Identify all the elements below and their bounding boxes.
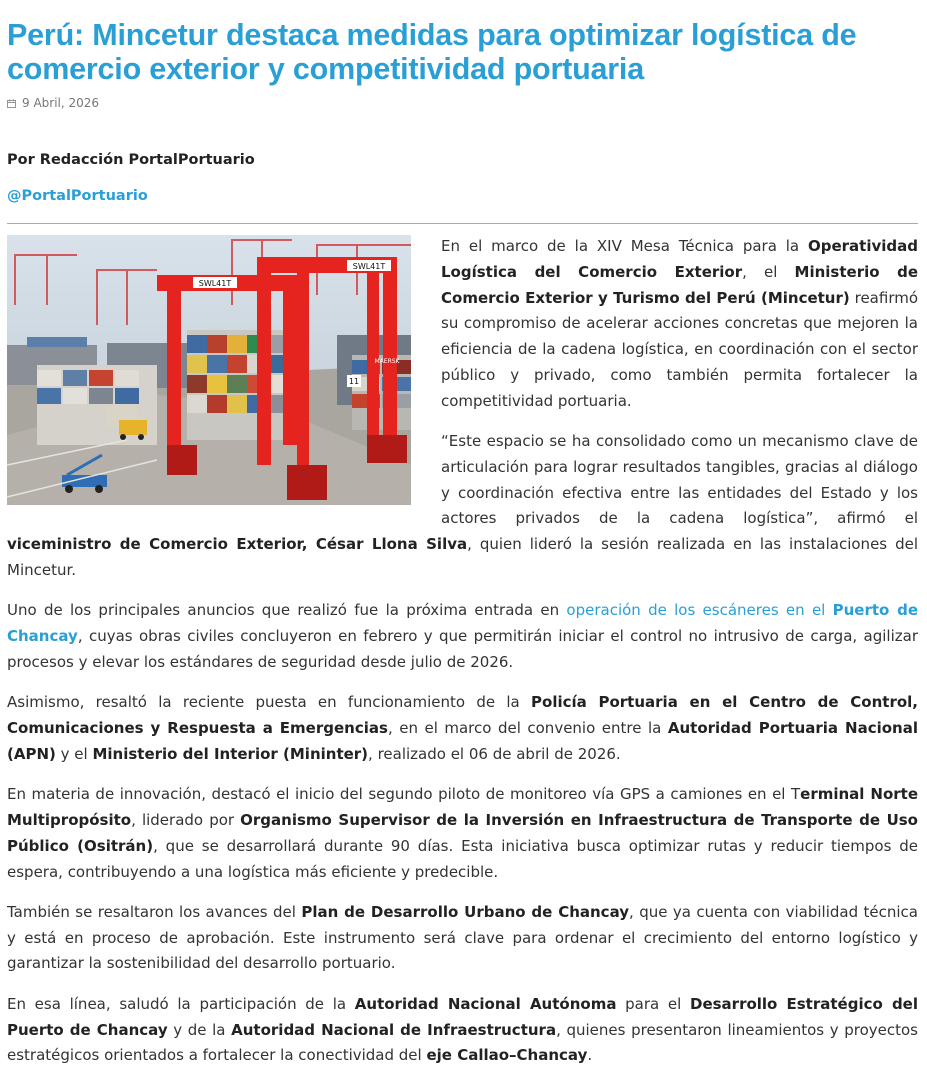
text-run: “Este espacio se ha consolidado como un mecanismo clave de articulación para lograr resultados tangibles, gracias al diálogo y coordinación efectiva entre las entidades del Estado y los actores privados de la cadena logística”, afirmó el xyxy=(441,432,918,528)
bold-text: Autoridad Portuaria Nacional (APN) xyxy=(7,719,918,763)
bold-text: erminal Norte Multipropósito xyxy=(7,785,918,829)
text-run: , cuyas obras civiles concluyeron en febrero y que permitirán iniciar el control no intrusivo de carga, agilizar procesos y elevar los estándares de seguridad desde julio de 2026. xyxy=(7,627,918,671)
bold-text: Ministerio del Interior (Mininter) xyxy=(92,744,369,763)
bold-text: Autoridad Nacional Autónoma xyxy=(354,994,617,1013)
bold-text: Policía Portuaria en el Centro de Control, Comunicaciones y Respuesta a Emergencias xyxy=(7,693,918,738)
text-run: reafirmó su compromiso de acelerar acciones concretas que mejoren la eficiencia de la cadena logística, en coordinación con el sector público y privado, como también permita fortalecer la competitividad portuaria. xyxy=(441,288,919,410)
text-run: En esa línea, saludó la participación de la xyxy=(7,994,355,1013)
bold-text: Ministerio de Comercio Exterior y Turismo del Perú (Mincetur) xyxy=(441,262,919,307)
article-paragraph xyxy=(7,782,918,885)
text-run: En materia de innovación, destacó el inicio del segundo piloto de monitoreo vía GPS a camiones en el T xyxy=(7,785,801,804)
article-link[interactable]: Puerto de Chancay xyxy=(7,601,918,646)
text-run: , liderado por xyxy=(131,810,241,829)
text-run: , quienes presentaron lineamientos y proyectos estratégicos orientados a fortalecer la conectividad del xyxy=(7,1020,918,1065)
divider xyxy=(7,223,918,224)
crane-label: SWL41T xyxy=(198,279,232,288)
twitter-handle-link[interactable]: @PortalPortuario xyxy=(7,188,148,204)
bold-text: eje Callao–Chancay xyxy=(426,1046,588,1065)
text-run: , en el marco del convenio entre la xyxy=(387,719,668,738)
article-paragraph xyxy=(7,900,918,977)
crane-number: 11 xyxy=(348,377,360,386)
text-run: Uno de los principales anuncios que realizó fue la próxima entrada en xyxy=(7,601,567,620)
bold-text: Operatividad Logística del Comercio Exterior xyxy=(441,237,918,281)
text-run: , realizado el 06 de abril de 2026. xyxy=(368,744,621,763)
article-paragraph xyxy=(7,992,918,1069)
text-run: Asimismo, resaltó la reciente puesta en funcionamiento de la xyxy=(7,693,532,712)
text-run: También se resaltaron los avances del xyxy=(7,902,302,921)
bold-text: viceministro de Comercio Exterior, César Llona Silva xyxy=(7,535,468,554)
calendar-icon xyxy=(7,99,16,108)
date-text: 9 Abril, 2026 xyxy=(22,96,100,110)
text-run: y el xyxy=(55,744,93,763)
text-run: En el marco de la XIV Mesa Técnica para la xyxy=(441,237,808,255)
text-run: , quien lideró la sesión realizada en las instalaciones del Mincetur. xyxy=(7,535,918,580)
crane-label: SWL41T xyxy=(352,262,386,271)
text-run: , que se desarrollará durante 90 días. Esta iniciativa busca optimizar rutas y reducir tiempos de espera, contribuyendo a una logística más eficiente y predecible. xyxy=(7,836,918,881)
bold-text: Organismo Supervisor de la Inversión en Infraestructura de Transporte de Uso Público (Ositrán) xyxy=(7,810,918,855)
text-run: , que ya cuenta con viabilidad técnica y está en proceso de aprobación. Este instrumento será clave para ordenar el crecimiento del entorno logístico y garantizar la sostenibilidad del desarrollo portuario. xyxy=(7,902,918,973)
author-byline: Por Redacción PortalPortuario xyxy=(7,152,255,168)
text-run: y de la xyxy=(167,1020,232,1039)
article-link[interactable]: operación de los escáneres en el xyxy=(566,601,833,620)
bold-text: Autoridad Nacional de Infraestructura xyxy=(231,1020,557,1039)
article-body xyxy=(7,234,918,1069)
article-paragraph xyxy=(7,690,918,767)
bold-text: Desarrollo Estratégico del Puerto de Chancay xyxy=(7,994,918,1039)
container-brand-text: MAERSK xyxy=(374,358,400,365)
article-date xyxy=(7,96,918,110)
port-container-terminal-photo[interactable] xyxy=(7,235,411,505)
article-paragraph xyxy=(7,598,918,675)
bold-text: Plan de Desarrollo Urbano de Chancay xyxy=(301,902,630,921)
text-run: . xyxy=(587,1046,593,1065)
text-run: para el xyxy=(616,994,690,1013)
text-run: , el xyxy=(742,262,795,281)
article-title[interactable]: Perú: Mincetur destaca medidas para optimizar logística de comercio exterior y competitividad portuaria xyxy=(7,18,857,86)
